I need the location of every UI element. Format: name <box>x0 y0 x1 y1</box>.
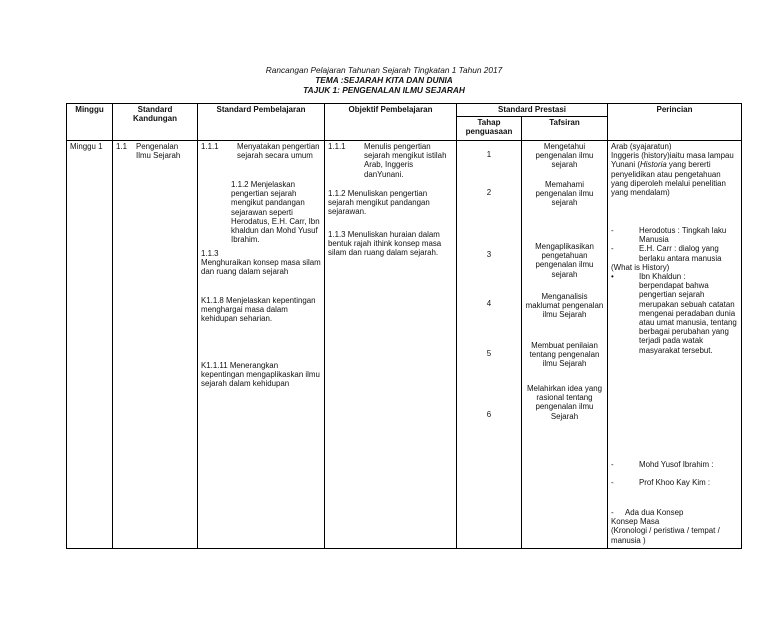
sp-text: Menerangkan kepentingan mengaplikaskan ilmu sejarah dalam kehidupan <box>201 361 320 389</box>
doc-topic: TAJUK 1: PENGENALAN ILMU SEJARAH <box>303 85 465 95</box>
dash-marker: - <box>611 460 614 469</box>
perincian-carr: E.H. Carr : dialog yang berlaku antara manusia <box>639 244 722 263</box>
sp-text: Menyatakan pengertian sejarah secara umum <box>237 142 320 161</box>
cell-minggu <box>67 141 113 549</box>
op-no: 1.1.1 <box>328 142 346 151</box>
col-objektif: Objektif Pembelajaran <box>325 104 457 141</box>
perincian-yusof: Mohd Yusof Ibrahim : <box>639 460 714 469</box>
sp-text: Menjelaskan kepentingan menghargai masa dalam kehidupan seharian. <box>201 296 316 324</box>
col-kandungan: Standard Kandungan <box>113 104 198 141</box>
dash-marker: - <box>611 508 614 517</box>
tafsiran-text: Menganalisis maklumat pengenalan ilmu Sejarah <box>525 292 604 320</box>
tahap-value: 6 <box>486 410 492 419</box>
col-minggu: Minggu <box>67 104 113 141</box>
op-text: Menulis pengertian sejarah mengikut istilah Arab, Inggeris danYunani. <box>364 142 447 179</box>
tahap-value: 1 <box>486 150 492 159</box>
tafsiran-text: Memahami pengenalan ilmu sejarah <box>535 180 594 208</box>
op-text: Menuliskan pengertian sejarah mengikut pandangan sejarawan. <box>328 189 430 217</box>
perincian-yunani: Yunani (Historia yang bererti penyelidikan atau pengetahuan yang diperoleh melalui penelitian yang mendalam) <box>611 160 726 198</box>
perincian-khoo: Prof Khoo Kay Kim : <box>639 478 711 487</box>
tahap-value: 5 <box>486 349 492 358</box>
bullet-marker: • <box>611 272 614 282</box>
tahap-value: 3 <box>486 250 492 259</box>
dash-marker: - <box>611 244 614 254</box>
tafsiran-text: Mengetahui pengenalan ilmu sejarah <box>535 142 594 170</box>
sp-text: Menjelaskan pengertian sejarah mengikut pandangan sejarawan seperti Herodatus, E.H. Carr, Ibn khaldun dan Mohd Yusuf Ibrahim. <box>231 180 320 245</box>
tafsiran-text: Mengaplikasikan pengetahuan pengenalan ilmu sejarah <box>535 242 594 279</box>
sp-text: Menghuraikan konsep masa silam dan ruang dalam sejarah <box>201 258 321 277</box>
perincian-konsep-masa: Konsep Masa <box>611 517 660 527</box>
op-no: 1.1.2 <box>328 189 346 198</box>
sp-no: 1.1.1 <box>201 142 219 151</box>
doc-title: Rancangan Pelajaran Tahunan Sejarah Tingkatan 1 Tahun 2017 <box>265 65 503 75</box>
perincian-konsep: Ada dua Konsep <box>625 508 684 517</box>
perincian-konsep-list: (Kronologi / peristiwa / tempat / manusia ) <box>611 526 720 545</box>
perincian-inggeris: Inggeris (history)iaitu masa lampau <box>611 151 734 161</box>
op-text: Menuliskan huraian dalam bentuk rajah ithink konsep masa silam dan ruang dalam sejarah. <box>328 230 442 258</box>
perincian-arab: Arab (syajaratun) <box>611 142 672 151</box>
sp-no: 1.1.3 <box>201 249 219 258</box>
dash-marker: - <box>611 226 614 235</box>
cell-kandungan <box>113 141 198 549</box>
cell-pembelajaran <box>198 141 325 549</box>
doc-theme: TEMA :SEJARAH KITA DAN DUNIA <box>315 75 453 85</box>
cell-perincian <box>608 141 742 549</box>
perincian-what: (What is History) <box>611 262 670 272</box>
sp-no: 1.1.2 <box>231 180 249 189</box>
lesson-plan-table <box>66 103 742 549</box>
col-pembelajaran: Standard Pembelajaran <box>198 104 325 141</box>
cell-tafsiran <box>522 141 608 549</box>
cell-tahap <box>457 141 522 549</box>
kandungan-no: 1.1 <box>116 142 127 151</box>
tafsiran-text: Membuat penilaian tentang pengenalan ilmu Sejarah <box>529 341 600 369</box>
sp-no: K1.1.8 <box>201 296 224 305</box>
perincian-ibn: Ibn Khaldun : <box>639 272 686 282</box>
perincian-herodotus: Herodotus : Tingkah laku Manusia <box>639 226 727 245</box>
col-prestasi: Standard Prestasi <box>457 104 608 117</box>
kandungan-text: Pengenalan Ilmu Sejarah <box>136 142 181 161</box>
tahap-value: 2 <box>486 188 492 197</box>
col-perincian: Perincian <box>608 104 742 141</box>
col-tahap: Tahap penguasaan <box>457 117 522 141</box>
tahap-value: 4 <box>486 299 492 308</box>
col-tafsiran: Tafsiran <box>522 117 608 141</box>
dash-marker: - <box>611 478 614 487</box>
sp-no: K1.1.11 <box>201 361 228 370</box>
op-no: 1.1.3 <box>328 230 346 239</box>
cell-objektif <box>325 141 457 549</box>
tafsiran-text: Melahirkan idea yang rasional tentang pengenalan ilmu Sejarah <box>526 384 602 421</box>
minggu-text: Minggu 1 <box>70 142 103 151</box>
perincian-ibn-text: berpendapat bahwa pengertian sejarah merupakan sebuah catatan mengenai peradaban dunia atau umat manusia, tentang berbagai perubahan yang terjadi pada watak masyarakat tersebut. <box>639 281 737 355</box>
